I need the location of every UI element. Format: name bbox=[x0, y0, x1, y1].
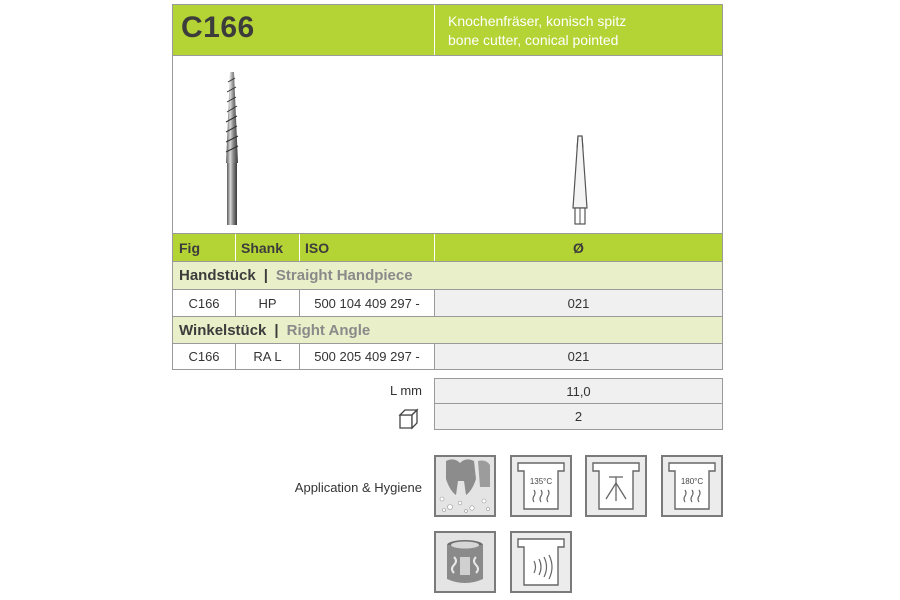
cell-iso: 500 104 409 297 - bbox=[314, 295, 420, 311]
cell-diameter: 021 bbox=[435, 344, 722, 369]
ultrasonic-bath-icon bbox=[510, 531, 572, 593]
sterilizer-180-icon bbox=[661, 455, 723, 517]
pack-quantity-value: 2 bbox=[434, 404, 723, 430]
cell-fig: C166 bbox=[188, 295, 220, 311]
product-description-en: bone cutter, conical pointed bbox=[448, 32, 619, 48]
cell-iso: 500 205 409 297 - bbox=[314, 349, 420, 364]
temperature-label: 135°C bbox=[529, 477, 553, 486]
application-hygiene-label: Application & Hygiene bbox=[294, 480, 422, 495]
product-description-de: Knochenfräser, konisch spitz bbox=[448, 13, 627, 29]
section-header-straight-handpiece bbox=[172, 262, 723, 290]
header-divider bbox=[434, 5, 435, 55]
section-separator: | bbox=[274, 321, 279, 339]
product-header bbox=[172, 4, 723, 56]
package-box-icon bbox=[397, 406, 421, 430]
col-header-iso: ISO bbox=[305, 239, 330, 256]
section-title-de: Handstück bbox=[179, 267, 256, 284]
product-image-area bbox=[172, 56, 723, 233]
product-code: C166 bbox=[181, 11, 255, 44]
cell-fig: C166 bbox=[188, 349, 220, 364]
section-title-en: Straight Handpiece bbox=[275, 267, 413, 284]
col-header-diameter: Ø bbox=[573, 239, 584, 256]
washer-disinfector-icon bbox=[434, 531, 496, 593]
section-title-en: Right Angle bbox=[286, 321, 371, 339]
chemical-disinfection-icon bbox=[585, 455, 647, 517]
section-title-de: Winkelstück bbox=[179, 321, 267, 339]
length-label: L mm bbox=[389, 383, 422, 398]
table-row bbox=[172, 344, 723, 370]
col-header-shank: Shank bbox=[241, 239, 284, 256]
cell-shank: RA L bbox=[253, 349, 282, 364]
table-row bbox=[172, 290, 723, 317]
bur-outline-drawing bbox=[565, 134, 595, 226]
table-header-row bbox=[172, 233, 723, 262]
section-separator: | bbox=[263, 267, 268, 284]
sterilizer-135-icon bbox=[510, 455, 572, 517]
cell-shank: HP bbox=[258, 295, 277, 311]
bone-application-icon bbox=[434, 455, 496, 517]
bur-photo bbox=[213, 68, 253, 228]
col-header-fig: Fig bbox=[179, 239, 200, 256]
length-value: 11,0 bbox=[434, 378, 723, 404]
cell-diameter: 021 bbox=[435, 290, 722, 316]
section-header-right-angle bbox=[172, 317, 723, 344]
temperature-label: 180°C bbox=[680, 477, 704, 486]
